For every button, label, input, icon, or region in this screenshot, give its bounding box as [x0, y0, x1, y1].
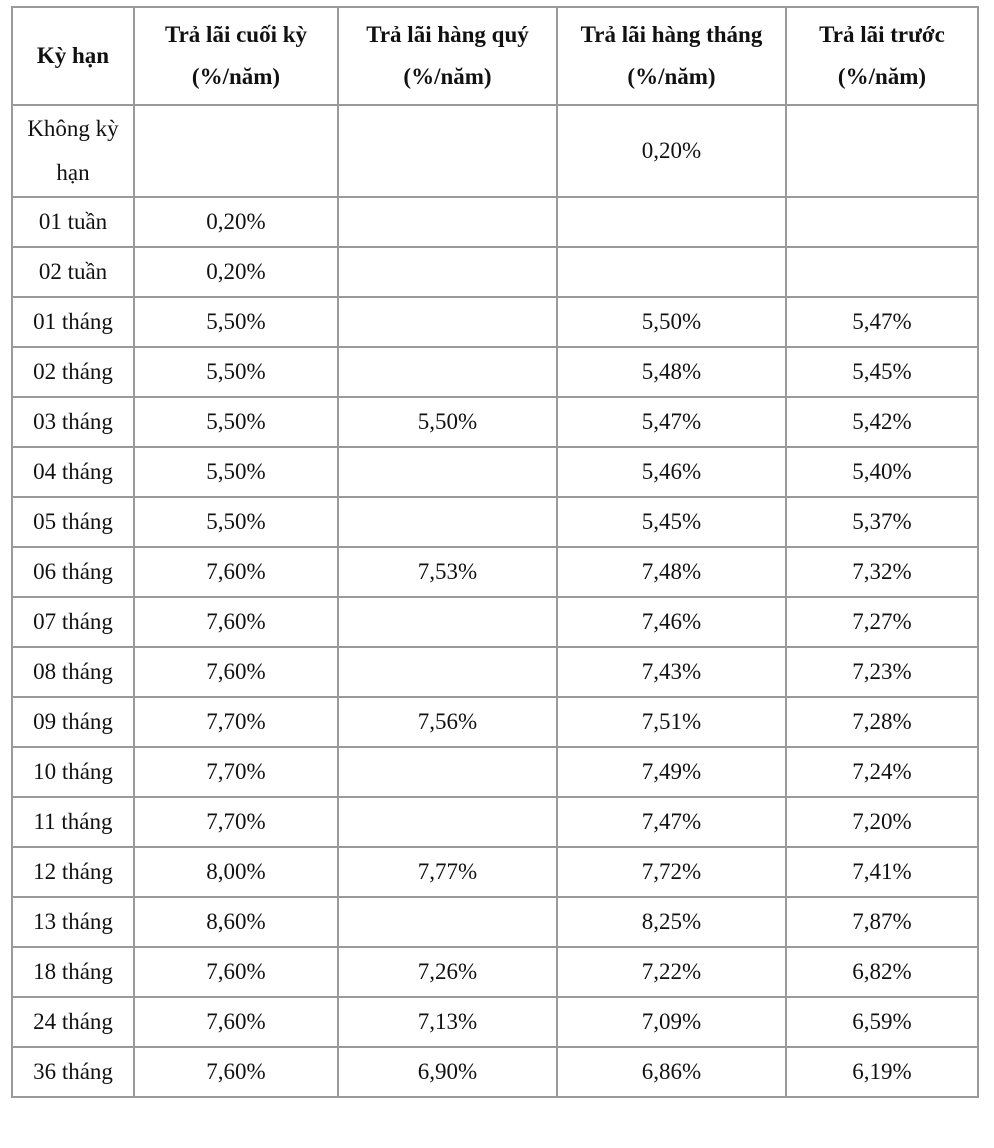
table-row [12, 397, 978, 447]
cell-end-of-term: 7,60% [134, 1047, 338, 1097]
cell-end-of-term: 7,60% [134, 547, 338, 597]
cell-quarterly [338, 297, 557, 347]
cell-prepaid [786, 247, 978, 297]
cell-term: 24 tháng [12, 997, 134, 1047]
cell-end-of-term: 8,60% [134, 897, 338, 947]
cell-term: Không kỳ hạn [12, 105, 134, 197]
cell-term: 36 tháng [12, 1047, 134, 1097]
cell-term: 01 tuần [12, 197, 134, 247]
cell-monthly: 6,86% [557, 1047, 786, 1097]
cell-prepaid: 7,32% [786, 547, 978, 597]
header-monthly: Trả lãi hàng tháng (%/năm) [557, 7, 786, 105]
table-row [12, 1047, 978, 1097]
cell-monthly: 0,20% [557, 105, 786, 197]
table-row [12, 597, 978, 647]
cell-end-of-term: 5,50% [134, 497, 338, 547]
cell-end-of-term: 0,20% [134, 197, 338, 247]
table-row [12, 947, 978, 997]
header-term: Kỳ hạn [12, 7, 134, 105]
cell-term: 01 tháng [12, 297, 134, 347]
cell-quarterly: 7,53% [338, 547, 557, 597]
cell-end-of-term: 7,70% [134, 697, 338, 747]
cell-quarterly [338, 197, 557, 247]
cell-monthly: 7,72% [557, 847, 786, 897]
cell-quarterly [338, 747, 557, 797]
cell-term: 02 tháng [12, 347, 134, 397]
cell-term: 02 tuần [12, 247, 134, 297]
cell-prepaid: 5,45% [786, 347, 978, 397]
cell-end-of-term: 5,50% [134, 347, 338, 397]
table-row [12, 847, 978, 897]
cell-monthly: 8,25% [557, 897, 786, 947]
cell-quarterly [338, 247, 557, 297]
cell-prepaid: 5,40% [786, 447, 978, 497]
cell-quarterly: 7,26% [338, 947, 557, 997]
cell-end-of-term: 7,70% [134, 747, 338, 797]
cell-term: 08 tháng [12, 647, 134, 697]
cell-term: 11 tháng [12, 797, 134, 847]
cell-term: 06 tháng [12, 547, 134, 597]
cell-prepaid: 7,24% [786, 747, 978, 797]
table-row [12, 497, 978, 547]
cell-prepaid: 7,28% [786, 697, 978, 747]
cell-monthly [557, 247, 786, 297]
cell-end-of-term: 7,70% [134, 797, 338, 847]
table-row [12, 547, 978, 597]
cell-monthly: 7,46% [557, 597, 786, 647]
table-row [12, 797, 978, 847]
table-row [12, 297, 978, 347]
cell-prepaid: 7,23% [786, 647, 978, 697]
table-row [12, 197, 978, 247]
header-prepaid: Trả lãi trước (%/năm) [786, 7, 978, 105]
cell-term: 09 tháng [12, 697, 134, 747]
cell-quarterly [338, 797, 557, 847]
cell-monthly: 5,50% [557, 297, 786, 347]
cell-quarterly: 7,56% [338, 697, 557, 747]
cell-end-of-term [134, 105, 338, 197]
cell-prepaid: 7,41% [786, 847, 978, 897]
cell-term: 07 tháng [12, 597, 134, 647]
cell-monthly: 7,48% [557, 547, 786, 597]
cell-quarterly [338, 497, 557, 547]
cell-end-of-term: 7,60% [134, 947, 338, 997]
cell-end-of-term: 7,60% [134, 597, 338, 647]
cell-quarterly: 6,90% [338, 1047, 557, 1097]
cell-prepaid: 5,47% [786, 297, 978, 347]
cell-monthly: 7,43% [557, 647, 786, 697]
cell-monthly [557, 197, 786, 247]
header-end-of-term: Trả lãi cuối kỳ (%/năm) [134, 7, 338, 105]
table-row [12, 697, 978, 747]
cell-prepaid: 7,27% [786, 597, 978, 647]
cell-term: 12 tháng [12, 847, 134, 897]
cell-prepaid: 7,87% [786, 897, 978, 947]
cell-quarterly: 7,13% [338, 997, 557, 1047]
cell-term: 03 tháng [12, 397, 134, 447]
cell-term: 05 tháng [12, 497, 134, 547]
header-row [12, 7, 978, 105]
cell-monthly: 7,49% [557, 747, 786, 797]
cell-term: 04 tháng [12, 447, 134, 497]
cell-quarterly [338, 347, 557, 397]
cell-prepaid: 6,59% [786, 997, 978, 1047]
cell-prepaid: 6,82% [786, 947, 978, 997]
cell-monthly: 5,47% [557, 397, 786, 447]
cell-prepaid: 7,20% [786, 797, 978, 847]
table-row [12, 997, 978, 1047]
cell-quarterly [338, 447, 557, 497]
cell-end-of-term: 0,20% [134, 247, 338, 297]
cell-quarterly [338, 105, 557, 197]
table-row [12, 347, 978, 397]
table-row [12, 747, 978, 797]
cell-monthly: 7,47% [557, 797, 786, 847]
header-quarterly: Trả lãi hàng quý (%/năm) [338, 7, 557, 105]
cell-prepaid: 5,42% [786, 397, 978, 447]
cell-prepaid [786, 197, 978, 247]
cell-end-of-term: 7,60% [134, 647, 338, 697]
cell-term: 18 tháng [12, 947, 134, 997]
cell-end-of-term: 7,60% [134, 997, 338, 1047]
cell-term: 13 tháng [12, 897, 134, 947]
cell-quarterly [338, 597, 557, 647]
table-row [12, 897, 978, 947]
table-row [12, 647, 978, 697]
cell-quarterly: 7,77% [338, 847, 557, 897]
cell-monthly: 7,51% [557, 697, 786, 747]
cell-monthly: 5,48% [557, 347, 786, 397]
cell-end-of-term: 5,50% [134, 297, 338, 347]
cell-monthly: 5,45% [557, 497, 786, 547]
cell-monthly: 7,09% [557, 997, 786, 1047]
cell-quarterly: 5,50% [338, 397, 557, 447]
cell-end-of-term: 5,50% [134, 397, 338, 447]
cell-prepaid: 6,19% [786, 1047, 978, 1097]
table-row [12, 105, 978, 197]
table-row [12, 247, 978, 297]
cell-prepaid [786, 105, 978, 197]
cell-end-of-term: 8,00% [134, 847, 338, 897]
cell-monthly: 7,22% [557, 947, 786, 997]
interest-rate-table [11, 6, 979, 1098]
cell-quarterly [338, 647, 557, 697]
table-row [12, 447, 978, 497]
cell-monthly: 5,46% [557, 447, 786, 497]
cell-term: 10 tháng [12, 747, 134, 797]
cell-end-of-term: 5,50% [134, 447, 338, 497]
cell-prepaid: 5,37% [786, 497, 978, 547]
cell-quarterly [338, 897, 557, 947]
